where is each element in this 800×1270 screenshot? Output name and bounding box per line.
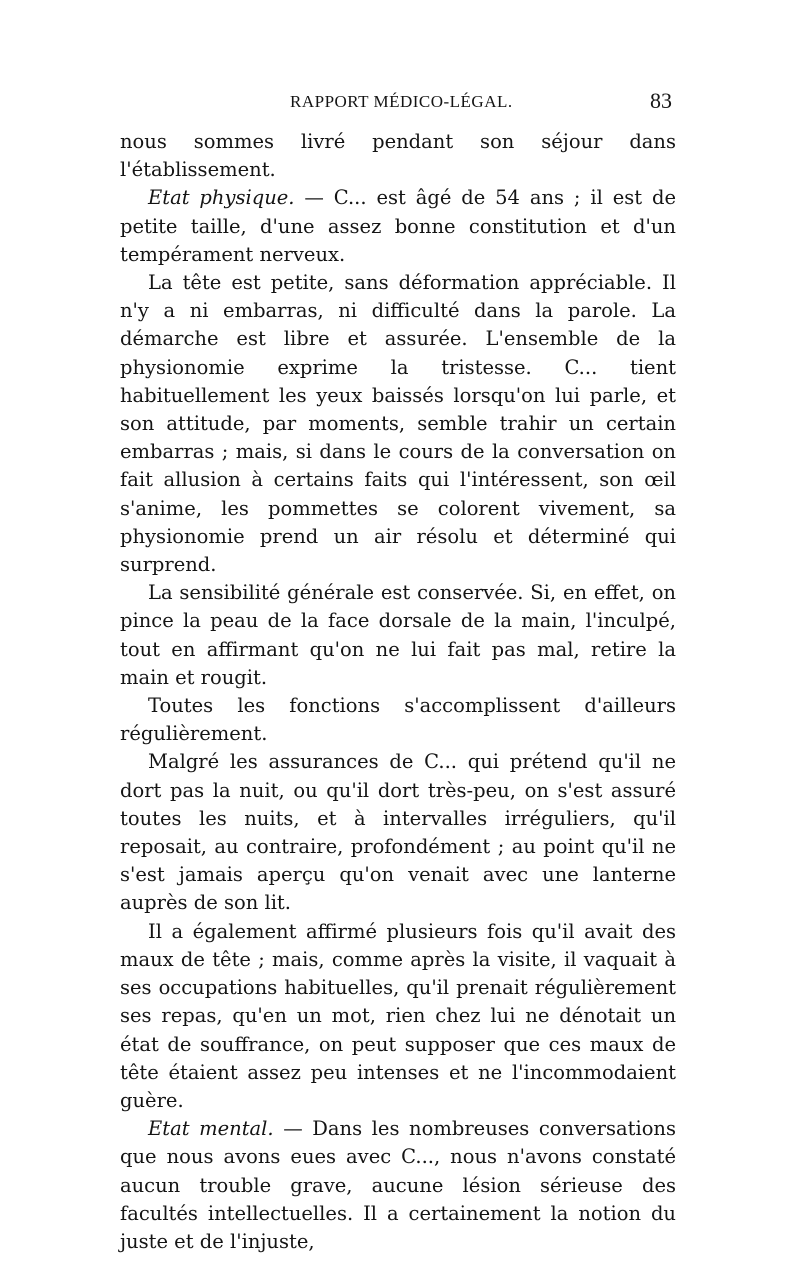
paragraph-text: nous sommes livré pendant son séjour dans l'établissement.	[120, 130, 676, 182]
running-title: RAPPORT MÉDICO-LÉGAL.	[290, 92, 513, 111]
paragraph-text: Malgré les assurances de C... qui prétend qu'il ne dort pas la nuit, ou qu'il dort très-peu, on s'est assuré toutes les nuits, et à intervalles irréguliers, qu'il reposait, au contraire, profondément ; au point qu'il ne s'est jamais aperçu qu'on venait avec une lanterne auprès de son lit.	[120, 750, 676, 915]
paragraph-text: La sensibilité générale est conservée. Si, en effet, on pince la peau de la face dorsale de la main, l'inculpé, tout en affirmant qu'on ne lui fait pas mal, retire la main et rougit.	[120, 581, 676, 689]
paragraph	[120, 128, 676, 184]
paragraph	[120, 184, 676, 269]
paragraph	[120, 269, 676, 579]
paragraph-text: Toutes les fonctions s'accomplissent d'ailleurs régulièrement.	[120, 694, 676, 746]
running-head	[120, 88, 676, 128]
body-text	[120, 128, 676, 1256]
paragraph-text: La tête est petite, sans déformation appréciable. Il n'y a ni embarras, ni difficulté dans la parole. La démarche est libre et assurée. L'ensemble de la physionomie exprime la tristesse. C... tient habituellement les yeux baissés lorsqu'on lui parle, et son attitude, par moments, semble trahir un certain embarras ; mais, si dans le cours de la conversation on fait allusion à certains faits qui l'intéressent, son œil s'anime, les pommettes se colorent vivement, sa physionomie prend un air résolu et déterminé qui surprend.	[120, 271, 676, 577]
paragraph-text: — C... est âgé de 54 ans ; il est de petite taille, d'une assez bonne constitution et d'un tempérament nerveux.	[120, 186, 676, 266]
paragraph	[120, 579, 676, 692]
paragraph	[120, 1115, 676, 1256]
paragraph	[120, 748, 676, 917]
page-number: 83	[650, 88, 672, 113]
paragraph-text: Il a également affirmé plusieurs fois qu'il avait des maux de tête ; mais, comme après la visite, il vaquait à ses occupations habituelles, qu'il prenait régulièrement ses repas, qu'en un mot, rien chez lui ne dénotait un état de souffrance, on peut supposer que ces maux de tête étaient assez peu intenses et ne l'incommodaient guère.	[120, 919, 676, 1112]
paragraph	[120, 918, 676, 1115]
section-lead: Etat physique.	[148, 186, 295, 210]
paragraph-text: — Dans les nombreuses conversations que nous avons eues avec C..., nous n'avons constaté aucun trouble grave, aucune lésion sérieuse des facultés intellectuelles. Il a certainement la notion du juste et de l'injuste,	[120, 1117, 676, 1253]
book-page	[120, 88, 676, 1256]
section-lead: Etat mental.	[148, 1117, 274, 1141]
paragraph	[120, 692, 676, 748]
